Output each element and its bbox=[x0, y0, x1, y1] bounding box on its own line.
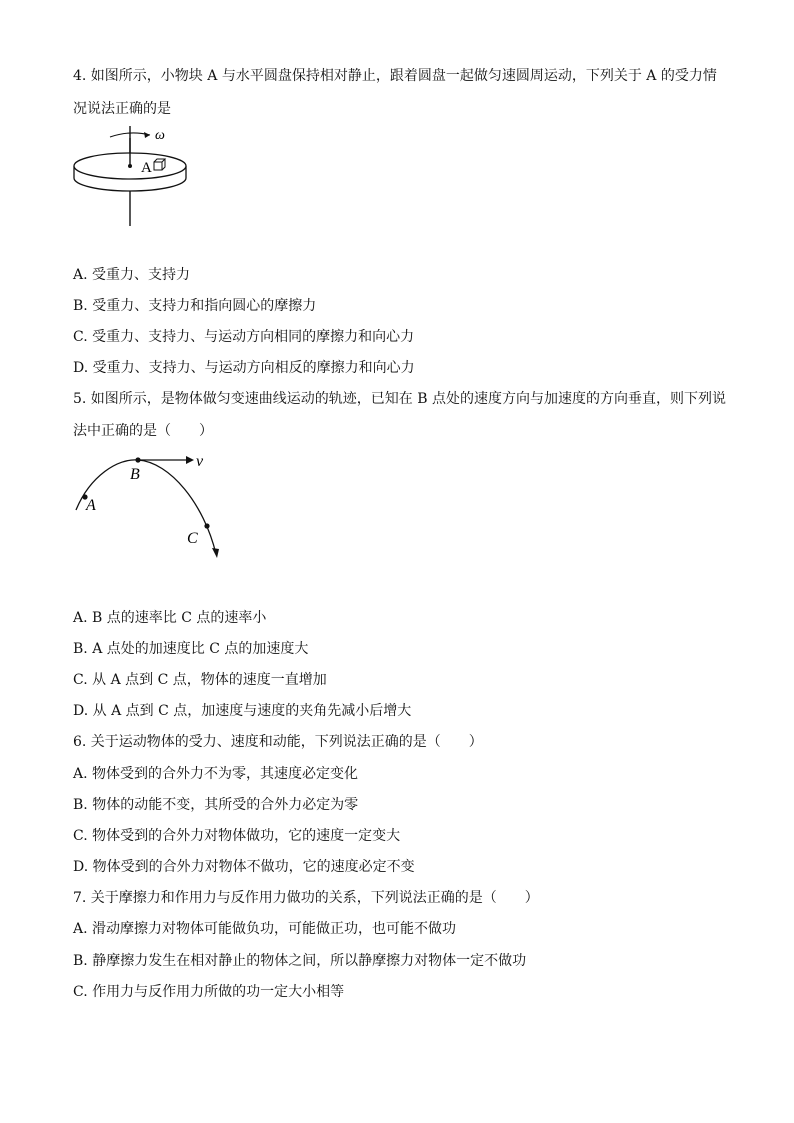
q4-option-a: A. 受重力、支持力 bbox=[73, 267, 191, 283]
q5-stem-line1: 5. 如图所示，是物体做匀变速曲线运动的轨迹，已知在 B 点处的速度方向与加速度的方向垂直，则下列说 bbox=[73, 391, 726, 407]
point-b-label: B bbox=[130, 466, 140, 483]
q4-option-c: C. 受重力、支持力、与运动方向相同的摩擦力和向心力 bbox=[73, 329, 415, 345]
q7-option-b: B. 静摩擦力发生在相对静止的物体之间，所以静摩擦力对物体一定不做功 bbox=[73, 953, 527, 969]
point-a-label: A bbox=[86, 497, 96, 514]
trajectory-arrow-head bbox=[212, 548, 219, 558]
q6-option-d: D. 物体受到的合外力对物体不做功，它的速度必定不变 bbox=[73, 859, 415, 875]
velocity-label: v bbox=[196, 453, 204, 470]
q4-stem-line2: 况说法正确的是 bbox=[73, 101, 171, 117]
q7-stem: 7. 关于摩擦力和作用力与反作用力做功的关系，下列说法正确的是（ ） bbox=[73, 890, 539, 906]
point-b bbox=[135, 457, 140, 462]
velocity-arrow-head bbox=[186, 456, 194, 464]
q7-option-c: C. 作用力与反作用力所做的功一定大小相等 bbox=[73, 984, 345, 1000]
q5-option-b: B. A 点处的加速度比 C 点的加速度大 bbox=[73, 641, 309, 657]
q5-option-c: C. 从 A 点到 C 点，物体的速度一直增加 bbox=[73, 672, 327, 688]
q6-option-a: A. 物体受到的合外力不为零，其速度必定变化 bbox=[73, 766, 359, 782]
point-c-label: C bbox=[187, 530, 198, 547]
point-c bbox=[204, 523, 209, 528]
rotation-arrow-head bbox=[144, 132, 150, 138]
q6-option-b: B. 物体的动能不变，其所受的合外力必定为零 bbox=[73, 797, 359, 813]
trajectory-figure bbox=[70, 446, 230, 566]
q4-option-d: D. 受重力、支持力、与运动方向相反的摩擦力和向心力 bbox=[73, 360, 415, 376]
disk-center bbox=[128, 164, 132, 168]
q4-option-b: B. 受重力、支持力和指向圆心的摩擦力 bbox=[73, 298, 317, 314]
q4-stem-line1: 4. 如图所示，小物块 A 与水平圆盘保持相对静止，跟着圆盘一起做匀速圆周运动，下列关于 A 的受力情 bbox=[73, 68, 717, 84]
q6-stem: 6. 关于运动物体的受力、速度和动能，下列说法正确的是（ ） bbox=[73, 734, 483, 750]
q7-option-a: A. 滑动摩擦力对物体可能做负功，可能做正功，也可能不做功 bbox=[73, 921, 457, 937]
q6-option-c: C. 物体受到的合外力对物体做功，它的速度一定变大 bbox=[73, 828, 401, 844]
rotating-disk-figure bbox=[70, 124, 195, 228]
omega-label: ω bbox=[155, 128, 165, 143]
block-label: A bbox=[141, 160, 152, 176]
q5-option-a: A. B 点的速率比 C 点的速率小 bbox=[73, 610, 267, 626]
q5-option-d: D. 从 A 点到 C 点，加速度与速度的夹角先减小后增大 bbox=[73, 703, 412, 719]
q5-stem-line2: 法中正确的是（ ） bbox=[73, 423, 213, 439]
